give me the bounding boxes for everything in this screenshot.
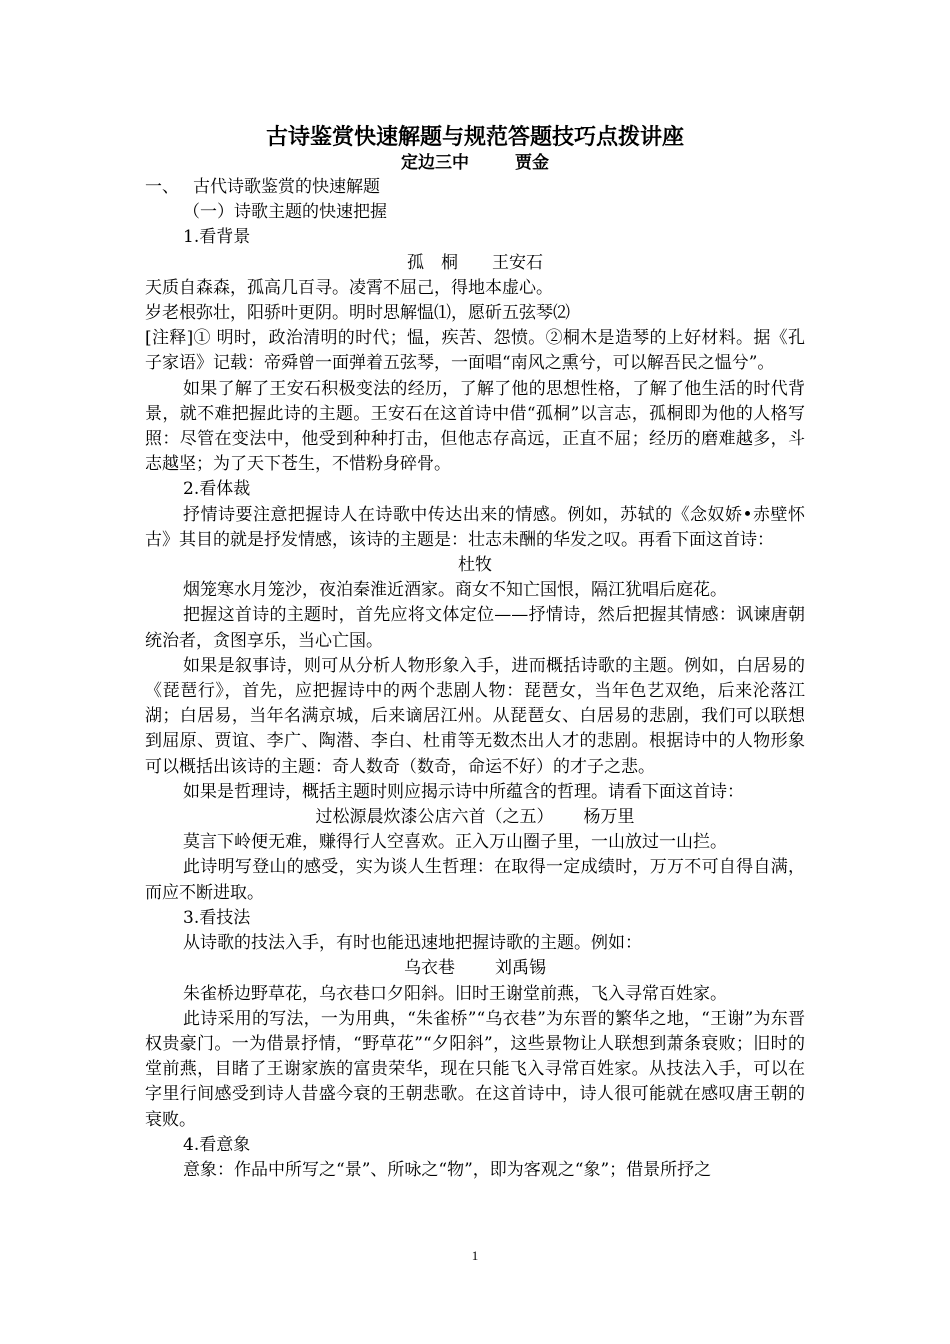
paragraph: 如果是叙事诗，则可从分析人物形象入手，进而概括诗歌的主题。例如，白居易的《琵琶行》，首先，应把握诗中的两个悲剧人物：琵琶女，当年色艺双绝，后来沦落江湖；白居易，当年名满京城，后来谪居江州。从琵琶女、白居易的悲剧，我们可以联想到屈原、贾谊、李广、陶潜、李白、杜甫等无数杰出人才的悲剧。根据诗中的人物形象可以概括出该诗的主题：奇人数奇（数奇，命运不好）的才子之悲。 bbox=[145, 655, 805, 777]
poem-title: 过松源晨炊漆公店六首（之五） bbox=[315, 807, 554, 828]
author-line bbox=[145, 152, 805, 174]
poem-title-line bbox=[145, 805, 805, 830]
paragraph: 此诗明写登山的感受，实为谈人生哲理：在取得一定成绩时，万万不可自得自满，而应不断进取。 bbox=[145, 857, 805, 903]
section-number: 一、 bbox=[145, 177, 179, 197]
poem-author: 王安石 bbox=[492, 252, 543, 273]
poem-annotation: [注释]① 明时，政治清明的时代；愠，疾苦、怨愤。②桐木是造琴的上好材料。据《孔子家语》记载：帝舜曾一面弹着五弦琴，一面唱“南风之熏兮，可以解吾民之愠兮”。 bbox=[145, 328, 805, 374]
paragraph: 此诗采用的写法，一为用典，“朱雀桥”“乌衣巷”为东晋的繁华之地，“王谢”为东晋权贵豪门。一为借景抒情，“野草花”“夕阳斜”，这些景物让人联想到萧条衰败；旧时的堂前燕，目睹了王谢家族的富贵荣华，现在只能飞入寻常百姓家。从技法入手，可以在字里行间感受到诗人昔盛今衰的王朝悲歌。在这首诗中，诗人很可能就在感叹唐王朝的衰败。 bbox=[145, 1008, 805, 1130]
paragraph: 从诗歌的技法入手，有时也能迅速地把握诗歌的主题。例如： bbox=[183, 933, 642, 954]
poem-title: 乌衣巷 bbox=[404, 958, 455, 979]
poem-line: 岁老根弥壮，阳骄叶更阴。明时思解愠⑴，愿斫五弦琴⑵ bbox=[145, 303, 570, 324]
poem-title: 孤 桐 bbox=[407, 252, 458, 273]
author-school: 定边三中 bbox=[401, 153, 469, 173]
poem-line: 莫言下岭便无难，赚得行人空喜欢。正入万山圈子里，一山放过一山拦。 bbox=[183, 832, 727, 853]
section-heading bbox=[145, 175, 805, 200]
item-heading-imagery: 4.看意象 bbox=[183, 1134, 251, 1155]
author-name: 贾金 bbox=[515, 153, 549, 173]
poem-author: 杨万里 bbox=[583, 807, 635, 828]
paragraph: 如果是哲理诗，概括主题时则应揭示诗中所蕴含的哲理。请看下面这首诗： bbox=[183, 781, 744, 802]
item-heading-technique: 3.看技法 bbox=[183, 907, 251, 928]
document-title: 古诗鉴赏快速解题与规范答题技巧点拨讲座 bbox=[265, 125, 684, 150]
page-number: 1 bbox=[471, 1248, 479, 1263]
paragraph: 把握这首诗的主题时，首先应将文体定位——抒情诗，然后把握其情感：讽谏唐朝统治者，贪图享乐，当心亡国。 bbox=[145, 605, 805, 651]
poem-title-line bbox=[145, 251, 805, 276]
poem-line: 烟笼寒水月笼沙，夜泊秦淮近酒家。商女不知亡国恨，隔江犹唱后庭花。 bbox=[183, 580, 727, 601]
poem-author: 刘禹锡 bbox=[495, 958, 546, 979]
document-body bbox=[145, 175, 805, 1183]
poem-author: 杜牧 bbox=[458, 555, 492, 576]
poem-line: 朱雀桥边野草花，乌衣巷口夕阳斜。旧时王谢堂前燕，飞入寻常百姓家。 bbox=[183, 983, 727, 1004]
section-title: 古代诗歌鉴赏的快速解题 bbox=[193, 177, 380, 197]
subsection-heading: （一）诗歌主题的快速把握 bbox=[183, 202, 387, 223]
item-heading-background: 1.看背景 bbox=[183, 227, 251, 248]
paragraph: 意象：作品中所写之“景”、所咏之“物”，即为客观之“象”；借景所抒之 bbox=[183, 1159, 712, 1180]
poem-line: 天质自森森，孤高几百寻。凌霄不屈己，得地本虚心。 bbox=[145, 277, 553, 298]
paragraph: 抒情诗要注意把握诗人在诗歌中传达出来的情感。例如，苏轼的《念奴娇•赤壁怀古》其目的就是抒发情感，该诗的主题是：壮志未酬的华发之叹。再看下面这首诗： bbox=[145, 504, 805, 550]
paragraph: 如果了解了王安石积极变法的经历，了解了他的思想性格，了解了他生活的时代背景，就不难把握此诗的主题。王安石在这首诗中借“孤桐”以言志，孤桐即为他的人格写照：尽管在变法中，他受到种种打击，但他志存高远，正直不屈；经历的磨难越多，斗志越坚；为了天下苍生，不惜粉身碎骨。 bbox=[145, 378, 805, 475]
poem-title-line bbox=[145, 956, 805, 981]
item-heading-genre: 2.看体裁 bbox=[183, 479, 251, 500]
